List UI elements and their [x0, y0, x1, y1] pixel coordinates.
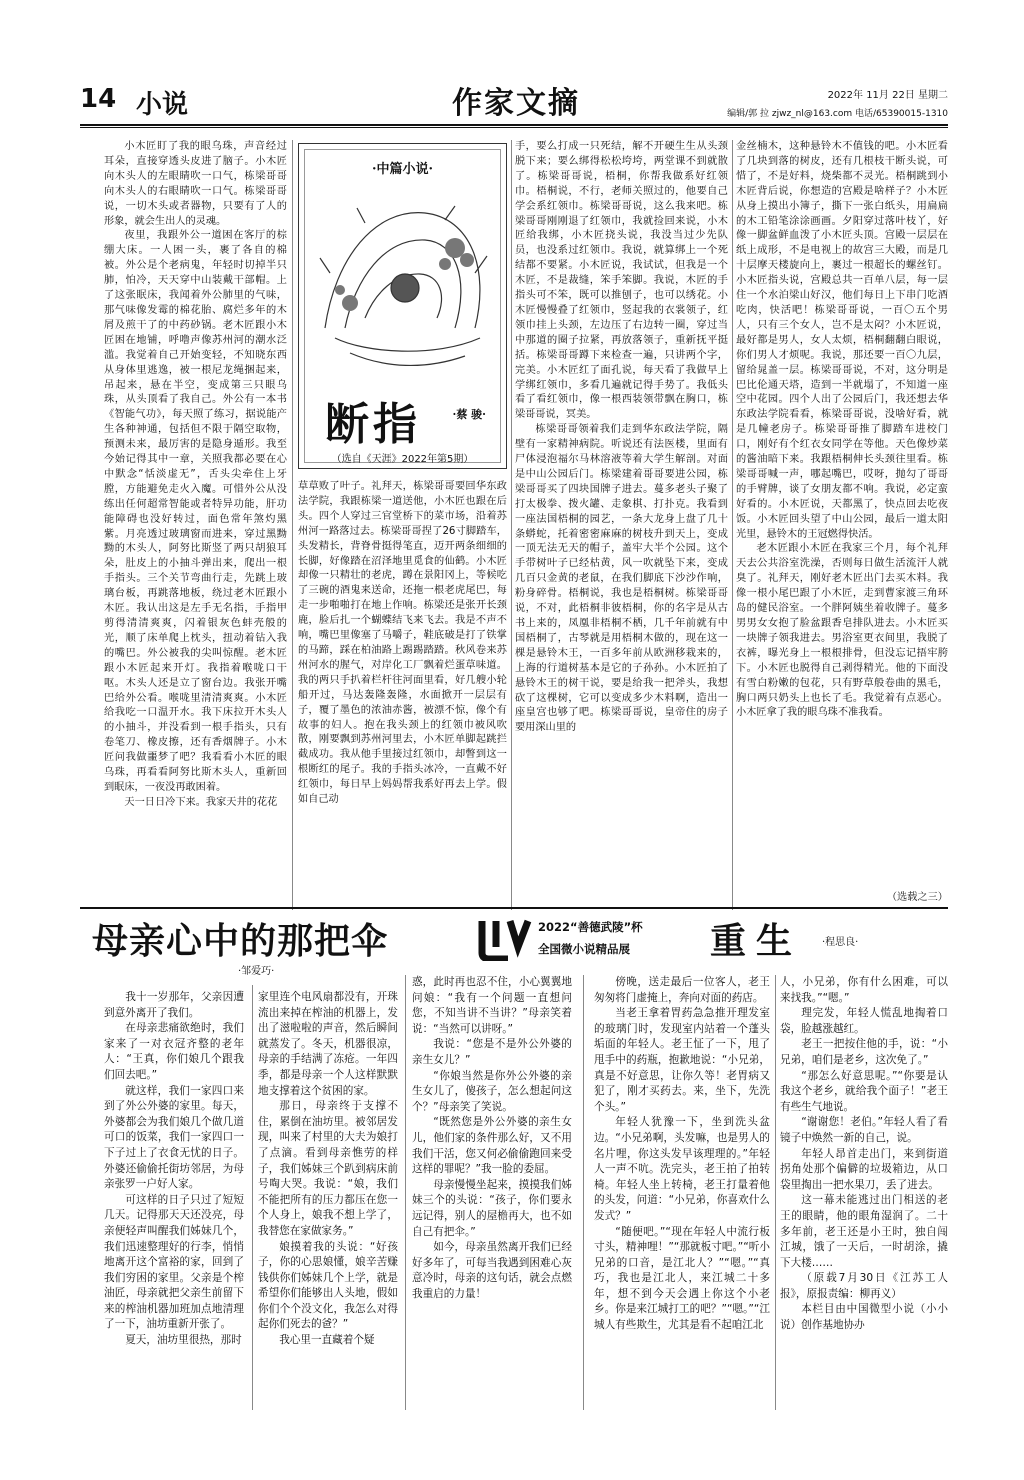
feature-title: 断指: [325, 399, 421, 450]
contest-logo-icon: [478, 917, 532, 961]
story-left-column-2: [258, 990, 398, 1410]
feature-column-1: [104, 140, 287, 910]
column-divider: [511, 140, 512, 910]
header-rule-thin: [80, 127, 948, 128]
illustration-sketch: [305, 178, 502, 388]
paragraph: 金丝楠木，这种悬铃木不值钱的吧。小木匠看了几块到落的树皮，还有几根枝干断头说，可惜了，不是好料，烧柴都不灵光。梧桐跳到小木匠背后说，你想造的宫殿是啥样子？小木匠从身上摸出小簿子，撕下一张白纸头，用扁扁的木工铅笔涂涂画画。夕阳穿过落叶枝丫，好像一脚盆鲜血泼了小木匠头顶。宫殿一层层在纸上成形，不是电视上的故宫三大殿，而是几十层摩天楼旋向上，裹过一根超长的螺丝钉。小木匠指头说，宫殿总共一百单八层，每一层住一个水泊梁山好汉，他们每日上下串门吃酒吃肉，快活吧！栋梁哥哥说，一百〇五个男人，只有三个女人，岂不是太闷？小木匠说，最好都是男人，女人太烦，梧桐翻翻白眼说，你们男人才烦呢。我说，那还要一百〇九层，留给晁盖一层。栋梁哥哥说，不对，这分明是巴比伦通天塔，造到一半就塌了，不知道一座空中花园。四个人出了公园后门，我还想去华东政法学院看看，栋梁哥哥说，没啥好看，就是几幢老房子。栋梁哥哥推了脚踏车进校门口，刚好有个红衣女同学在等他。天色像炒菜的酱油暗下来。我跟梧桐伸长头颈往里看。栋梁哥哥喊一声，哪起嘴巴，哎呀，抛勾了哥哥的手臂牌，谈了女朋友都不响。我说，必定蛮好看的。小木匠说，天都黑了，快点回去吃夜饭。小木匠回头望了中山公园，最后一道太阳光里，悬铃木的王冠燃得快活。: [736, 141, 948, 540]
paragraph: 夜里，我跟外公一道困在客厅的棕绷大床。一人困一头，裹了各自的棉被。外公是个老病鬼，年轻时切掉半只肺，怕冷，天天穿中山装戴干部帽。上了这张眠床，我闻着外公肺里的气味，那气味像发霉的棉花胎、腐烂多年的木屑及煎干了的中药砂锅。老木匠跟小木匠困在地铺，呼噜声像苏州河的潮水泛滥。我觉着自己开始变轻，不知晓东西从身体里逃逸，被一根尼龙绳捆起来，吊起来，悬在半空，变成第三只眼乌珠，从头顶看了我自己。外公有一本书《智能气功》，每天照了练习，据说能产生各种神通，包括但不限于隔空取物，预测未来，最厉害的是隐身遁形。我至今始记得其中一章，关照我都必要在心中默念“恬淡虚无”，舌头尖牵住上牙膛，方能避免走火入魔。可惜外公从没练出任何超常智能或者特异功能，肝功能障碍也没好转过，面色常年煞灼黑紫。月亮透过玻璃窗而进来，穿过黑黝黝的木头人，阿努比斯竖了两只胡狼耳朵，肚皮上的小抽斗弹出来，爬出一根手指头。三个关节弯曲行走，先跳上玻璃台板，再跳落地板，绕过老木匠跟小木匠。我认出这是左手无名指，手指甲剪得清清爽爽，闪着银灰色蚌壳般的光，顺了床单爬上枕头，扭动着钻入我的嘴巴。外公被我的尖叫惊醒。老木匠跟小木匠起来开灯。我指着喉咙口干呕。木头人还是立了窗台边。我张开嘴巴给外公看。喉咙里清清爽爽。小木匠给我吃一口温开水。我下床拉开木头人的小抽斗，并没看到一根手指头，只有卷笔刀、橡皮擦，还有香烟牌子。小木匠问我做噩梦了吧？我看看小木匠的眼乌珠，再看看阿努比斯木头人，重新回到眠床，一夜没再敢困着。: [104, 230, 287, 793]
column-divider: [405, 975, 406, 1410]
paragraph: 本栏目由中国微型小说（小小说）创作基地协办: [780, 1303, 948, 1332]
paragraph: “随便吧。”“现在年轻人中流行板寸头，精神哩！”“那就板寸吧。”“听小兄弟的口音，是江北人？”“嗯。”“真巧，我也是江北人，来江城二十多年，想不到今天会遇上你这个小老乡。你是来江城打工的吧？”“嗯。”“江城人有些欺生，尤其是看不起咱江北: [594, 1225, 770, 1332]
feature-illustration-box: [298, 143, 507, 469]
feature-author: ·蔡 骏·: [452, 408, 486, 421]
continued-note: （选载之三）: [886, 892, 948, 903]
story-right-column-2: [780, 975, 948, 1410]
paragraph: 家里连个电风扇都没有，开珠流出来掉在榨油的机器上，发出了滋啦啦的声音，然后瞬间就蒸发了。冬天，机器很凉，母亲的手结满了冻疮。一年四季，都是母亲一个人这样默默地支撑着这个贫困的家。: [258, 991, 398, 1097]
page-number: 14: [80, 84, 117, 114]
story-right-author: ·程思良·: [822, 937, 859, 948]
paragraph: 我说：“您是不是外公外婆的亲生女儿？”: [412, 1038, 572, 1066]
paragraph: 母亲慢慢坐起来，摸摸我们姊妹三个的头说：“孩子，你们要永远记得，别人的屋檐再大，也不如自己有把伞。”: [412, 1178, 572, 1238]
paragraph: 在母亲悲痛欲绝时，我们家来了一对衣冠齐整的老年人：“王真，你们娘几个跟我们回去吧。”: [104, 1022, 244, 1081]
paragraph: “既然您是外公外婆的亲生女儿，他们家的条件那么好，又不用我们干活，您又何必偷偷跑回来受这样的罪呢？”我一脸的委屈。: [412, 1116, 572, 1176]
paragraph: 可这样的日子只过了短短几天。记得那天天还没亮，母亲便轻声叫醒我们姊妹几个，我们迅速整理好的行李，悄悄地离开这个富裕的家，回到了我们穷困的家里。父亲是个榨油匠，母亲就把父亲生前留下来的榨油机器加班加点地清理了一下，油坊重新开张了。: [104, 1193, 244, 1331]
paragraph: 那日，母亲终于支撑不住，累倒在油坊里。被邻居发现，叫来了村里的大夫为娘打了点滴。看到母亲憔劳的样子，我们姊妹三个趴到病床前号啕大哭。我说：“娘，我们不能把所有的压力都压在您一个人身上，娘我不想上学了，我替您在家做家务。”: [258, 1100, 398, 1237]
illustration-frame: [304, 149, 501, 463]
paragraph: （原载7月30日《江苏工人报》，原报责编：柳再义）: [780, 1272, 948, 1300]
page-header: [80, 78, 948, 124]
feature-column-3: [515, 140, 728, 910]
paragraph: 老木匠跟小木匠在我家三个月，每个礼拜天去公共浴室洗澡，否则每日做生活流汗人就臭了。礼拜天，刚好老木匠出门去买木料。我像一根小尾巴跟了小木匠，走到曹家渡三角环岛的健民浴室。一个胖阿姨坐着收牌子。蔓多男男女女抱了脸盆跟香皂排队进去。小木匠买一块牌子领我进去。男浴室更衣间里，我脱了衣裤，曝光身上一根根排骨，但没忘记捂牢胯下。小木匠也脱得自己剥得精光。他的下面没有雪白粉嫩的包花，只有野草般卷曲的黑毛，胸口两只奶头上也长了毛。我觉着有点恶心。小木匠拿了我的眼乌珠不准我看。: [736, 543, 948, 719]
paragraph: 当老王拿着胃药急急推开理发室的玻璃门时，发现室内站着一个蓬头垢面的年轻人。老王怔了一下，甩了甩手中的药瓶，抱歉地说：“小兄弟，真是不好意思，让你久等！老胃病又犯了，刚才买药去。来，坐下，先洗个头。”: [594, 1007, 770, 1113]
paragraph: 我十一岁那年，父亲因遭到意外离开了我们。: [104, 991, 244, 1019]
column-divider: [775, 975, 776, 1410]
feature-label: ·中篇小说·: [371, 162, 434, 177]
story-right-title: 重生: [710, 921, 803, 962]
story-left-title: 母亲心中的那把伞: [92, 921, 389, 962]
paragraph: 娘摸着我的头说：“好孩子，你的心思娘懂，娘辛苦赚钱供你们姊妹几个上学，就是希望你们能够出人头地，假如你们个个没文化，我怎么对得起你们死去的爸？”: [258, 1240, 398, 1331]
story-left-author: ·邹爱巧·: [238, 966, 275, 977]
paragraph: 就这样，我们一家四口来到了外公外婆的家里。每天，外婆都会为我们娘几个做几道可口的饭菜，我们一家四口一下子过上了衣食无忧的日子。外婆还偷偷托街坊邻居，为母亲张罗一户好人家。: [104, 1084, 244, 1191]
section-rule: [80, 907, 948, 909]
column-divider: [292, 140, 293, 910]
column-divider: [252, 985, 253, 1410]
paragraph: 理完发，年轻人慌乱地掏着口袋，脸越涨越红。: [780, 1007, 948, 1035]
section-title: 小说: [136, 90, 189, 120]
paragraph: “谢谢您！老伯。”年轻人看了看镜子中焕然一新的自己，说。: [780, 1116, 948, 1144]
column-divider: [583, 975, 584, 1410]
contest-name: 2022“善德武陵”杯: [538, 920, 643, 934]
paragraph: 傍晚，送走最后一位客人，老王匆匆将门虚掩上，奔向对面的药店。: [594, 976, 770, 1004]
paragraph: 小木匠盯了我的眼乌珠，声音经过耳朵，直接穿透头皮进了脑子。小木匠向木头人的左眼睛吹一口气，栋梁哥哥向木头人的右眼睛吹一口气。栋梁哥哥说，一切木头或者器物，只要有了人的形象，就会生出人的灵魂。: [104, 141, 287, 227]
paragraph: 惑，此时再也忍不住，小心翼翼地问娘：“我有一个问题一直想问您，不知当讲不当讲？”母亲笑着说：“当然可以讲呀。”: [412, 976, 572, 1035]
paragraph: “那怎么好意思呢。”“你要是认我这个老乡，就给我个面子！”老王有些生气地说。: [780, 1069, 948, 1113]
paragraph: 年轻人昂首走出门，来到街道拐角处那个偏僻的垃圾箱边，从口袋里掏出一把水果刀，丢了进去。: [780, 1147, 948, 1191]
paragraph: 手，要么打成一只死结，解不开硬生生从头颈脱下来；要么绑得松松垮垮，两堂课不到就散了。栋梁哥哥说，梧桐，你帮我做系好红领巾。梧桐说，不行，老师关照过的，他要自己学会系红领巾。栋梁哥哥说，这么我来吧。栋梁哥哥刚刚退了红领巾，我就捡回来说，小木匠给我绑，小木匠挠头说，我没当过少先队员，也没系过红领巾。我说，就算绑上一个死结都不要紧。小木匠说，我试试，但我是一个木匠，不是裁缝，笨手笨脚。我说，木匠的手指头可不笨，既可以推刨子，也可以绣花。小木匠慢慢叠了红领巾，竖起我的衣裳领子，红领巾挂上头颈，左边压了右边转一圈，穿过当中那道的圈子拉紧，再放落领子，重新抚平挺括。栋梁哥哥蹲下来检查一遍，只讲两个字，完美。小木匠红了面孔说，每天看了我做早上学绑红领巾，多看几遍就记得手势了。我低头看了看红领巾，像一根西装领带飘在胸口，栋梁哥哥说，冥美。: [515, 141, 728, 421]
paragraph: 天一日日冷下来。我家天井的花花: [124, 796, 278, 808]
feature-source: （选自《天涯》2022年第5期）: [331, 454, 474, 465]
paragraph: 我心里一直藏着个疑: [279, 1334, 375, 1347]
feature-column-4: [736, 140, 948, 888]
paragraph: “你娘当然是你外公外婆的亲生女儿了，傻孩子，怎么想起问这个？”母亲笑了笑说。: [412, 1069, 572, 1113]
story-left-column-3: [412, 975, 572, 1410]
header-rule: [80, 124, 948, 126]
paragraph: 夏天，油坊里很热，那时: [125, 1334, 242, 1347]
paragraph: 年轻人犹豫一下，坐到洗头盆边。“小兄弟啊，头发嘛，也是男人的名片哩，你这头发早该理理的。”年轻人一声不吭。洗完头，老王拍了拍转椅。年轻人坐上转椅，老王打量着他的头发，问道：“小兄弟，你喜欢什么发式？”: [594, 1116, 770, 1222]
paragraph: 草草败了叶子。礼拜天，栋梁哥哥要回华东政法学院，我跟栋梁一道送他，小木匠也跟在后头。四个人穿过三官堂桥下的菜市场，沿着苏州河一路落过去。栋梁哥哥捏了26寸脚踏车，头发精长，背脊骨挺得笔直，迈开两条细细的长脚，好像踏在沼泽地里觅食的仙鹤。小木匠却像一只精壮的老虎，蹲在景阳冈上，等候吃了三碗的酒鬼来送命，还拖一根老虎尾巴，每走一步啪啪打在地上作响。栋梁还是张开长颈鹿，脸后扎一个蝴蝶结飞来飞去。我是不声不响，嘴巴里像塞了马嚼子，鞋底破是打了铁掌的马蹄，踩在柏油路上踢踢踏踏。秋风卷来苏州河水的腥气，对岸化工厂飘着烂蛋草味道。我的两只手扒着栏杆往河面里看，好几艘小轮船开过，马达轰隆轰隆，水面掀开一层层有子，覆了墨色的浓油赤酱，被漂不惊，像个有故事的妇人。抱在我头颈上的红领巾被风吹散，刚要飘到苏州河里去，小木匠单脚起跳拦截成功。我从他手里接过红领巾，却瞥到这一根断红的尾子。我的手指头冰冷，一直戴不好红领巾，每日早上妈妈帮我系好再去上学。假如自己动: [298, 481, 507, 806]
feature-column-2: [298, 480, 507, 910]
editor-info: 编辑/郭 拉 zjwz_nl@163.com 电话/65390015-1310: [727, 109, 948, 119]
story-left-column-1: [104, 990, 244, 1410]
paragraph: 栋梁哥哥领着我们走到华东政法学院，隔壁有一家精神病院。听说还有法医楼，里面有尸体浸泡福尔马林溶液等着大学生解剖。对面是中山公园后门。栋梁建着哥哥要进公园，栋梁哥哥买了四块国牌子进去。蔓多老头子聚了打太极拳、拨火罐、走象棋、打扑克。我看到一座法国梧桐的园艺，一条大龙身上盘了几十条蟒蛇，托着密密麻麻的树枝升到天上，变成一顶无法无天的帽子，盖牢大半个公园。这个手带树叶子已经枯黄，风一吹就坠下来，变成几百只金黄的老鼠，在我们脚底下沙沙作响，粉身碎骨。梧桐说，我也是梧桐树。栋梁哥哥说，不对，此梧桐非彼梧桐，你的名字是从古书上来的，凤凰非梧桐不栖，几千年前就有中国梧桐了，古琴就是用梧桐木做的，现在这一棵是悬铃木王，一百多年前从欧洲移栽来的，上海的行道树基本是它的子孙孙。小木匠拍了悬铃木王的树干说，要是给我一把斧头，我想砍了这棵树，它可以变成多少木料啊，造出一座皇宫也够了吧。栋梁哥哥说，皇帝住的房子要用深山里的: [515, 424, 728, 734]
newspaper-masthead: 作家文摘: [452, 86, 580, 121]
issue-date: 2022年 11月 22日 星期二: [827, 90, 948, 101]
paragraph: 老王一把按住他的手，说：“小兄弟，咱们是老乡，这次免了。”: [780, 1038, 948, 1066]
paragraph: 这一幕未能逃过出门相送的老王的眼睛，他的眼角湿润了。二十多年前，老王还是小王时，独自闯江城，饿了一天后，一时胡涂，撬下大楼……: [780, 1194, 948, 1269]
story-right-column-1: [594, 975, 770, 1410]
paragraph: 人，小兄弟，你有什么困难，可以来找我。”“嗯。”: [780, 976, 948, 1004]
paragraph: 如今，母亲虽然离开我们已经好多年了，可每当我遇到困难心灰意冷时，母亲的这句话，就会点燃我重启的力量！: [412, 1241, 572, 1300]
contest-subtitle: 全国微小说精品展: [538, 942, 630, 956]
column-divider: [732, 140, 733, 910]
